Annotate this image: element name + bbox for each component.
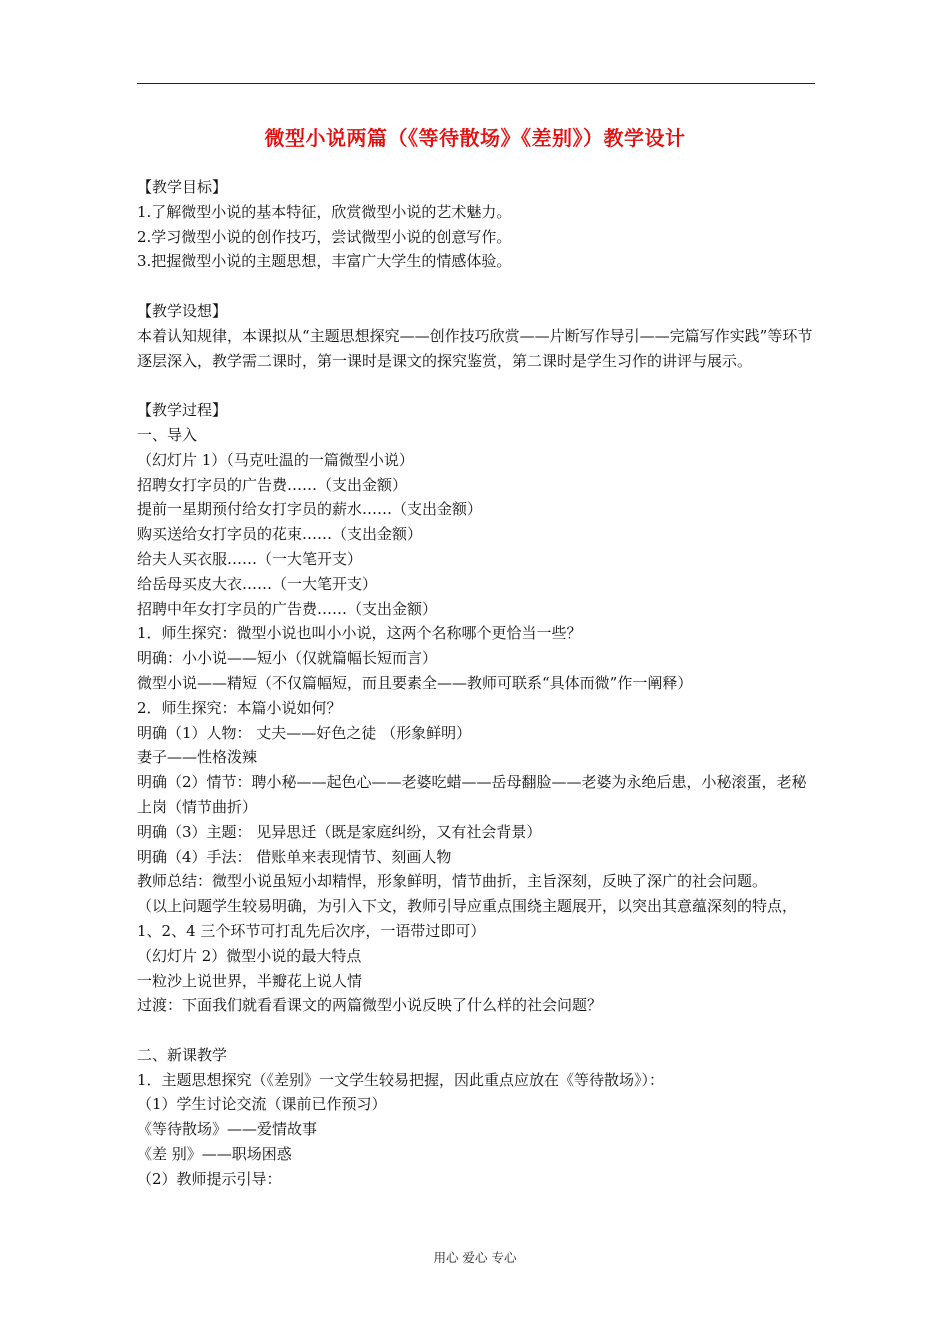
- section-heading-process: 【教学过程】: [137, 401, 228, 420]
- section-heading-design: 【教学设想】: [137, 301, 228, 320]
- document-body: [137, 175, 819, 1192]
- document-title: 微型小说两篇（《等待散场》《差别》）教学设计: [264, 126, 686, 150]
- design-paragraph: 本着认知规律，本课拟从“主题思想探究——创作技巧欣赏——片断写作导引——完篇写作实践”等环节逐层深入，教学需二课时，第一课时是课文的探究鉴赏，第二课时是学生习作的讲评与展示。: [137, 326, 813, 370]
- goal-item: 1.了解微型小说的基本特征，欣赏微型小说的艺术魅力。: [137, 202, 512, 221]
- header-rule: [137, 83, 815, 84]
- new-lesson-line: （1）学生讨论交流（课前已作预习）: [137, 1095, 387, 1114]
- process-line: 给夫人买衣服……（一大笔开支）: [137, 549, 363, 568]
- process-line: 明确（1）人物： 丈夫——好色之徒 （形象鲜明）: [137, 723, 472, 742]
- goal-item: 2.学习微型小说的创作技巧，尝试微型小说的创意写作。: [137, 227, 512, 246]
- process-line: 一、导入: [137, 425, 198, 444]
- process-line: 一粒沙上说世界，半瓣花上说人情: [137, 971, 363, 990]
- process-line: 教师总结：微型小说虽短小却精悍，形象鲜明，情节曲折，主旨深刻，反映了深广的社会问题。: [137, 872, 768, 891]
- process-line: 妻子——性格泼辣: [137, 748, 258, 767]
- process-line: 给岳母买皮大衣……（一大笔开支）: [137, 574, 378, 593]
- goal-item: 3.把握微型小说的主题思想，丰富广大学生的情感体验。: [137, 252, 512, 271]
- process-line: 明确：小小说——短小（仅就篇幅长短而言）: [137, 649, 438, 668]
- process-line: 过渡：下面我们就看看课文的两篇微型小说反映了什么样的社会问题？: [137, 996, 603, 1015]
- new-lesson-line: 1．主题思想探究（《差别》一文学生较易把握，因此重点应放在《等待散场》）：: [137, 1070, 665, 1089]
- process-line: 1．师生探究：微型小说也叫小小说，这两个名称哪个更恰当一些？: [137, 624, 582, 643]
- new-lesson-line: 《差 别》——职场困惑: [137, 1145, 292, 1164]
- page-footer: 用心 爱心 专心: [433, 1250, 517, 1265]
- process-line: 明确（2）情节：聘小秘——起色心——老婆吃蜡——岳母翻脸——老婆为永绝后患，小秘滚蛋，老秘上岗（情节曲折）: [137, 773, 807, 816]
- process-line: 招聘中年女打字员的广告费……（支出金额）: [137, 599, 438, 618]
- section-heading-goals: 【教学目标】: [137, 178, 228, 196]
- process-line: 招聘女打字员的广告费……（支出金额）: [137, 475, 408, 494]
- process-line: 购买送给女打字员的花束……（支出金额）: [137, 525, 423, 544]
- process-line: 提前一星期预付给女打字员的薪水……（支出金额）: [137, 500, 483, 519]
- process-line: 2．师生探究：本篇小说如何？: [137, 698, 342, 717]
- new-lesson-line: 《等待散场》——爱情故事: [137, 1120, 318, 1139]
- process-line: （以上问题学生较易明确，为引入下文，教师引导应重点围绕主题展开，以突出其意蕴深刻的特点，1、2、4 三个环节可打乱先后次序，一语带过即可）: [137, 897, 798, 940]
- process-line: （幻灯片 2）微型小说的最大特点: [137, 946, 362, 965]
- process-line: 明确（3）主题： 见异思迁（既是家庭纠纷，又有社会背景）: [137, 822, 542, 841]
- new-lesson-line: （2）教师提示引导：: [137, 1169, 282, 1188]
- new-lesson-line: 二、新课教学: [137, 1045, 228, 1064]
- process-line: 微型小说——精短（不仅篇幅短，而且要素全——教师可联系“具体而微”作一阐释）: [137, 673, 693, 692]
- process-line: （幻灯片 1）（马克吐温的一篇微型小说）: [137, 450, 414, 469]
- process-line: 明确（4）手法： 借账单来表现情节、刻画人物: [137, 847, 452, 866]
